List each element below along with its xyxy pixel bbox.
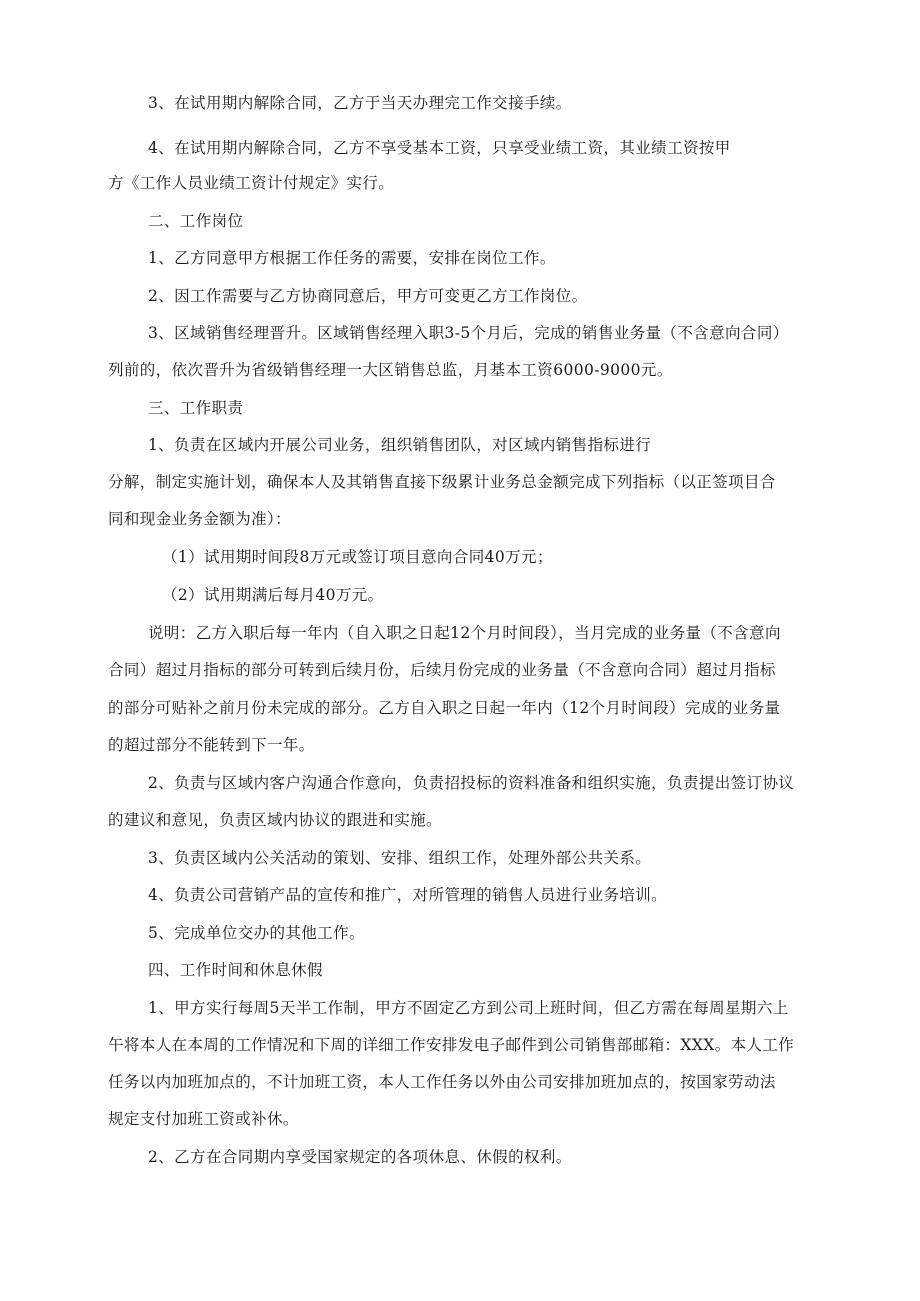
paragraph-line: 3、负责区域内公关活动的策划、安排、组织工作，处理外部公共关系。 <box>148 849 652 867</box>
paragraph-line: 的超过部分不能转到下一年。 <box>108 736 315 754</box>
paragraph-line: 5、完成单位交办的其他工作。 <box>148 924 365 942</box>
paragraph-line: 方《工作人员业绩工资计付规定》实行。 <box>108 174 395 192</box>
paragraph-line: 分解，制定实施计划，确保本人及其销售直接下级累计业务总金额完成下列指标（以正签项目合 <box>108 473 776 491</box>
paragraph-line: 合同）超过月指标的部分可转到后续月份，后续月份完成的业务量（不含意向合同）超过月指标 <box>108 661 776 679</box>
paragraph-line: 的部分可贴补之前月份未完成的部分。乙方自入职之日起一年内（12个月时间段）完成的业务量 <box>108 699 781 717</box>
paragraph-line: 4、在试用期内解除合同，乙方不享受基本工资，只享受业绩工资，其业绩工资按甲 <box>148 139 731 157</box>
paragraph-line: 任务以内加班加点的，不计加班工资，本人工作任务以外由公司安排加班加点的，按国家劳动法 <box>108 1073 776 1091</box>
paragraph-line: 4、负责公司营销产品的宣传和推广，对所管理的销售人员进行业务培训。 <box>148 886 668 904</box>
paragraph-line: 1、乙方同意甲方根据工作任务的需要，安排在岗位工作。 <box>148 249 556 267</box>
paragraph-line: 1、甲方实行每周5天半工作制，甲方不固定乙方到公司上班时间，但乙方需在每周星期六上 <box>148 999 789 1017</box>
section-heading: 三、工作职责 <box>148 399 244 417</box>
list-item: （2）试用期满后每月40万元。 <box>162 586 384 604</box>
paragraph-line: 2、乙方在合同期内享受国家规定的各项休息、休假的权利。 <box>148 1148 572 1166</box>
list-item: （1）试用期时间段8万元或签订项目意向合同40万元； <box>162 548 553 566</box>
paragraph-line: 2、因工作需要与乙方协商同意后，甲方可变更乙方工作岗位。 <box>148 287 588 305</box>
paragraph-line: 同和现金业务金额为准）： <box>108 510 292 528</box>
section-heading: 二、工作岗位 <box>148 212 244 230</box>
paragraph-line: 3、区域销售经理晋升。区域销售经理入职3-5个月后，完成的销售业务量（不含意向合同） <box>148 324 789 342</box>
paragraph-line: 的建议和意见，负责区域内协议的跟进和实施。 <box>108 811 442 829</box>
paragraph-line: 规定支付加班工资或补休。 <box>108 1110 299 1128</box>
paragraph-line: 午将本人在本周的工作情况和下周的详细工作安排发电子邮件到公司销售部邮箱：XXX。本人工作 <box>108 1036 795 1054</box>
paragraph-line: 2、负责与区域内客户沟通合作意向，负责招投标的资料准备和组织实施，负责提出签订协议 <box>148 774 795 792</box>
paragraph-line: 3、在试用期内解除合同，乙方于当天办理完工作交接手续。 <box>148 94 572 112</box>
paragraph-line: 说明：乙方入职后每一年内（自入职之日起12个月时间段），当月完成的业务量（不含意向 <box>148 624 781 642</box>
paragraph-line: 列前的，依次晋升为省级销售经理一大区销售总监，月基本工资6000-9000元。 <box>108 361 673 379</box>
section-heading: 四、工作时间和休息休假 <box>148 961 323 979</box>
paragraph-line: 1、负责在区域内开展公司业务，组织销售团队，对区域内销售指标进行 <box>148 436 652 454</box>
